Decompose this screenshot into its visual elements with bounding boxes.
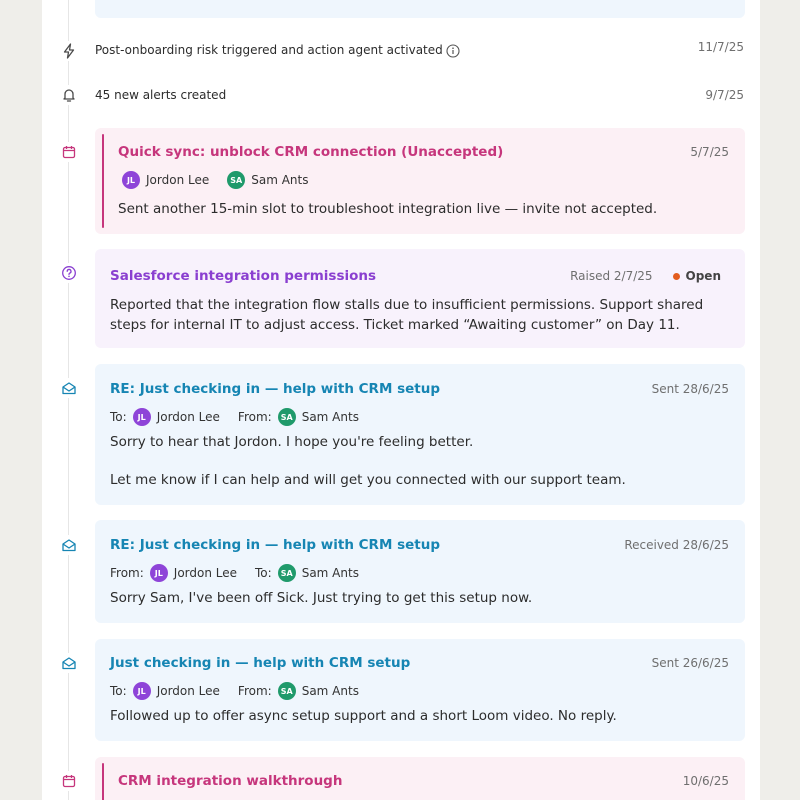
avatar: SA [278,564,296,582]
envelope-open-icon [59,653,79,673]
meeting-card[interactable] [95,757,745,800]
email-date: Sent 26/6/25 [651,656,729,670]
activity-timeline [42,0,760,800]
meeting-title[interactable]: CRM integration walkthrough [118,773,343,789]
recipient-name: Jordon Lee [156,684,220,698]
ticket-status [570,269,721,283]
email-body: Sorry Sam, I've been off Sick. Just trying to get this setup now. [110,590,533,606]
from-label: From: [237,684,272,698]
question-circle-icon [59,263,79,283]
event-text: 45 new alerts created [95,88,227,102]
email-participants [110,682,359,700]
status-dot [673,273,680,280]
email-participants [110,408,359,426]
envelope-open-icon [59,378,79,398]
attendee-name: Sam Ants [251,173,309,187]
meeting-body: Sent another 15-min slot to troubleshoot integration live — invite not accepted. [118,201,658,217]
event-date: 9/7/25 [705,88,744,102]
meeting-card[interactable] [95,128,745,234]
ticket-body [110,295,703,335]
meeting-attendees [122,171,308,189]
meeting-accent-bar [102,134,104,228]
bell-icon [59,85,79,105]
ticket-body-line: Reported that the integration flow stalls due to insufficient permissions. Support shared [110,297,704,313]
to-label: To: [110,684,127,698]
ticket-title[interactable]: Salesforce integration permissions [110,268,377,284]
timeline-rail [68,0,69,800]
avatar: SA [227,171,245,189]
recipient-name: Sam Ants [301,566,359,580]
email-date: Sent 28/6/25 [651,382,729,396]
email-card[interactable] [95,364,745,505]
calendar-icon [59,142,79,162]
email-participants [110,564,359,582]
email-card[interactable] [95,520,745,623]
meeting-title[interactable]: Quick sync: unblock CRM connection (Unaccepted) [118,144,504,160]
meeting-date: 5/7/25 [690,145,729,159]
email-body: Followed up to offer async setup support and a short Loom video. No reply. [110,708,617,724]
avatar: JL [122,171,140,189]
avatar: JL [150,564,168,582]
ticket-raised-date: Raised 2/7/25 [570,269,653,283]
email-card[interactable] [95,639,745,741]
sender-name: Sam Ants [301,684,359,698]
email-subject[interactable]: Just checking in — help with CRM setup [110,655,411,671]
email-body: Let me know if I can help and will get you connected with our support team. [110,472,626,488]
from-label: From: [110,566,144,580]
avatar: SA [278,408,296,426]
meeting-accent-bar [102,763,104,800]
recipient-name: Jordon Lee [156,410,220,424]
envelope-open-icon [59,535,79,555]
email-body: Sorry to hear that Jordon. I hope you're feeling better. [110,434,474,450]
sender-name: Sam Ants [301,410,359,424]
email-date: Received 28/6/25 [624,538,729,552]
info-icon[interactable] [446,43,460,57]
status-badge: Open [685,269,721,283]
attendee-name: Jordon Lee [146,173,210,187]
event-date: 11/7/25 [697,40,744,54]
from-label: From: [237,410,272,424]
ticket-body-line: steps for internal IT to adjust access. Ticket marked “Awaiting customer” on Day 11. [110,317,680,333]
meeting-date: 10/6/25 [682,774,729,788]
ticket-card[interactable] [95,249,745,348]
sender-name: Jordon Lee [173,566,238,580]
calendar-icon [59,771,79,791]
avatar: JL [133,682,151,700]
to-label: To: [110,410,127,424]
previous-card[interactable] [95,0,745,18]
avatar: SA [278,682,296,700]
avatar: JL [133,408,151,426]
email-subject[interactable]: RE: Just checking in — help with CRM setup [110,381,441,397]
email-subject[interactable]: RE: Just checking in — help with CRM setup [110,537,441,553]
to-label: To: [255,566,272,580]
event-text: Post-onboarding risk triggered and action agent activated [95,43,443,57]
lightning-icon [59,41,79,61]
